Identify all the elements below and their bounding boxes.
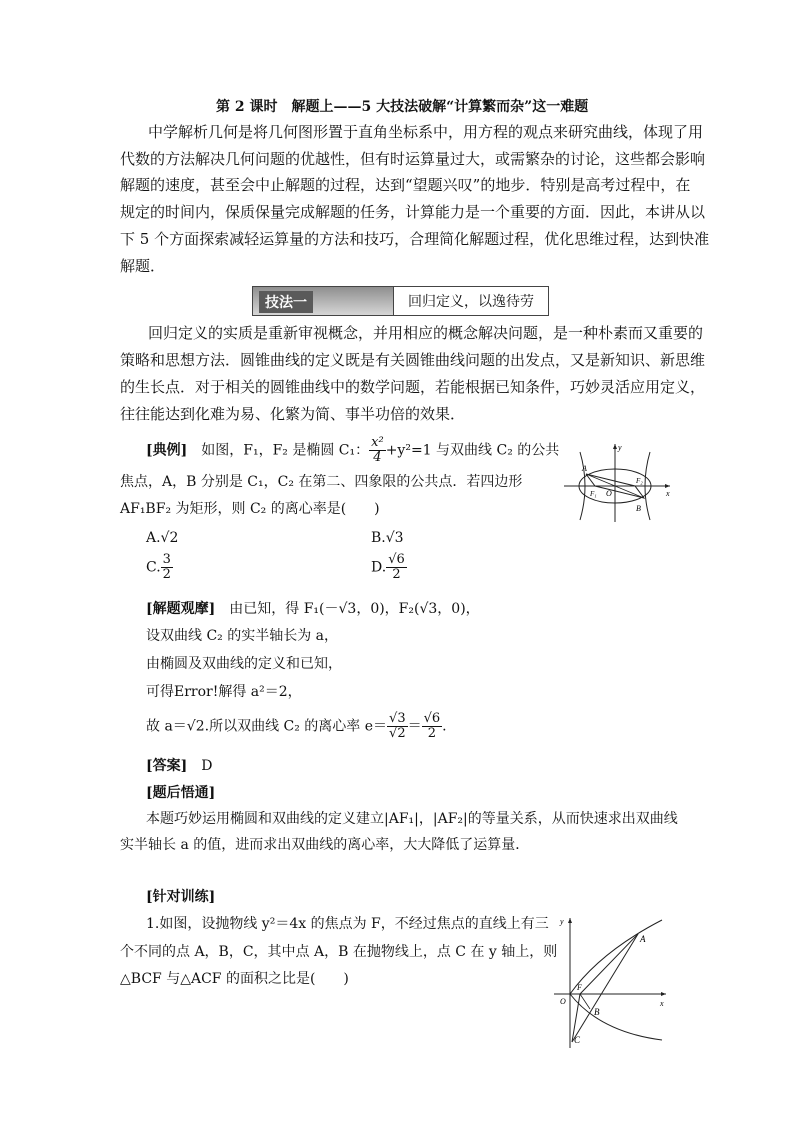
- solution-line-3: 由椭圆及双曲线的定义和已知，: [146, 656, 342, 672]
- lesson-title: 第 2 课时 解题上——5 大技法破解“计算繁而杂”这一难题: [216, 99, 589, 115]
- intro-line: 解题的速度，甚至会中止解题的过程，达到“望题兴叹”的地步．特别是高考过程中，在: [120, 176, 691, 194]
- technique-name: 回归定义，以逸待劳: [408, 294, 534, 310]
- example-line-1: [146, 436, 559, 465]
- intro-line: 规定的时间内，保质保量完成解题的任务，计算能力是一个重要的方面．因此，本讲从以: [120, 203, 706, 221]
- fig1-label-f2: F₂: [636, 477, 643, 485]
- fig2-label-x: x: [660, 999, 664, 1008]
- solution-line-2: 设双曲线 C₂ 的实半轴长为 a，: [146, 628, 339, 644]
- technique-tag-panel: [253, 287, 394, 315]
- fig1-label-f1: F₁: [590, 490, 597, 498]
- option-d-fraction: $\frac{√6}{2}$: [388, 552, 405, 582]
- option-d: D. $\frac{√6}{2}$: [371, 552, 405, 582]
- ellipse-fraction: $\frac{\text{x²}}{4}$: [371, 435, 384, 465]
- technique-header: [252, 286, 549, 316]
- option-b: B.√3: [371, 530, 404, 546]
- technique-tag: 技法一: [259, 291, 313, 313]
- reflection-line: 本题巧妙运用椭圆和双曲线的定义建立|AF₁|，|AF₂|的等量关系，从而快速求出双曲线: [146, 811, 678, 827]
- example-text: +y²=1 与双曲线 C₂ 的公共: [385, 442, 560, 459]
- example-line-2: 焦点，A，B 分别是 C₁，C₂ 在第二、四象限的公共点．若四边形: [120, 474, 523, 490]
- eccentricity-fraction-1: $\frac{√3}{√2}$: [389, 711, 406, 741]
- answer-label: [答案]: [146, 758, 188, 774]
- answer-line: [146, 755, 212, 775]
- practice-question-line: 1.如图，设抛物线 y²＝4x 的焦点为 F，不经过焦点的直线上有三: [146, 916, 549, 932]
- answer-value: D: [187, 758, 213, 774]
- fig2-label-a: A: [640, 934, 646, 944]
- fig2-label-b: B: [594, 1007, 600, 1017]
- practice-label: [针对训练]: [146, 889, 216, 905]
- solution-label: [解题观摩]: [146, 601, 216, 617]
- solution-line-5: 故 a＝√2.所以双曲线 C₂ 的离心率 e＝ $\frac{√3}{√2}$ ＝ $\frac{√6}{2}$ .: [146, 711, 447, 741]
- option-c-fraction: $\frac{3}{2}$: [162, 552, 171, 582]
- option-a: A.√2: [146, 530, 179, 546]
- practice-question-line: △BCF 与△ACF 的面积之比是( ): [120, 971, 349, 987]
- option-c: C. $\frac{3}{2}$: [146, 552, 171, 582]
- technique-line: 回归定义的实质是重新审视概念，并用相应的概念解决问题，是一种朴素而又重要的: [148, 324, 704, 342]
- technique-line: 策略和思想方法．圆锥曲线的定义既是有关圆锥曲线问题的出发点，又是新知识、新思维: [120, 351, 706, 369]
- solution-line-4: 可得Error!解得 a²＝2，: [146, 684, 302, 700]
- eccentricity-fraction-2: $\frac{√6}{2}$: [423, 711, 441, 741]
- fig2-label-c: C: [574, 1035, 581, 1045]
- intro-line: 代数的方法解决几何问题的优越性，但有时运算量过大，或需繁杂的讨论，这些都会影响: [120, 150, 706, 168]
- solution-line-1: [解题观摩] 由已知，得 F₁(－√3，0)，F₂(√3，0)，: [146, 601, 480, 617]
- parabola-figure: [550, 912, 670, 1052]
- fig2-label-y: y: [560, 917, 564, 926]
- reflection-label: [题后悟通]: [146, 785, 216, 801]
- technique-line: 往往能达到化难为易、化繁为简、事半功倍的效果．: [120, 405, 466, 423]
- fig2-label-f: F: [577, 983, 582, 992]
- fig1-label-o: O: [606, 489, 612, 498]
- ellipse-hyperbola-figure: [560, 438, 676, 526]
- practice-question-line: 个不同的点 A，B，C，其中点 A，B 在抛物线上，点 C 在 y 轴上，则: [120, 944, 558, 960]
- fig1-label-b: B: [636, 504, 641, 513]
- technique-line: 的生长点．对于相关的圆锥曲线中的数学问题，若能根据已知条件，巧妙灵活应用定义，: [120, 378, 706, 396]
- fig1-label-y: y: [618, 443, 622, 452]
- intro-line: 中学解析几何是将几何图形置于直角坐标系中，用方程的观点来研究曲线，体现了用: [148, 123, 704, 141]
- fig2-label-o: O: [560, 997, 566, 1006]
- intro-line: 解题．: [120, 257, 166, 275]
- fig1-label-a: A: [582, 464, 587, 473]
- intro-line: 下 5 个方面探索减轻运算量的方法和技巧，合理简化解题过程，优化思维过程，达到快准: [120, 230, 710, 248]
- example-label: [典例]: [146, 442, 188, 459]
- example-line-3: AF₁BF₂ 为矩形，则 C₂ 的离心率是( ): [120, 501, 380, 517]
- example-text: 如图，F₁，F₂ 是椭圆 C₁：: [187, 442, 370, 459]
- reflection-line: 实半轴长 a 的值，进而求出双曲线的离心率，大大降低了运算量．: [120, 837, 530, 853]
- fig1-label-x: x: [666, 489, 670, 498]
